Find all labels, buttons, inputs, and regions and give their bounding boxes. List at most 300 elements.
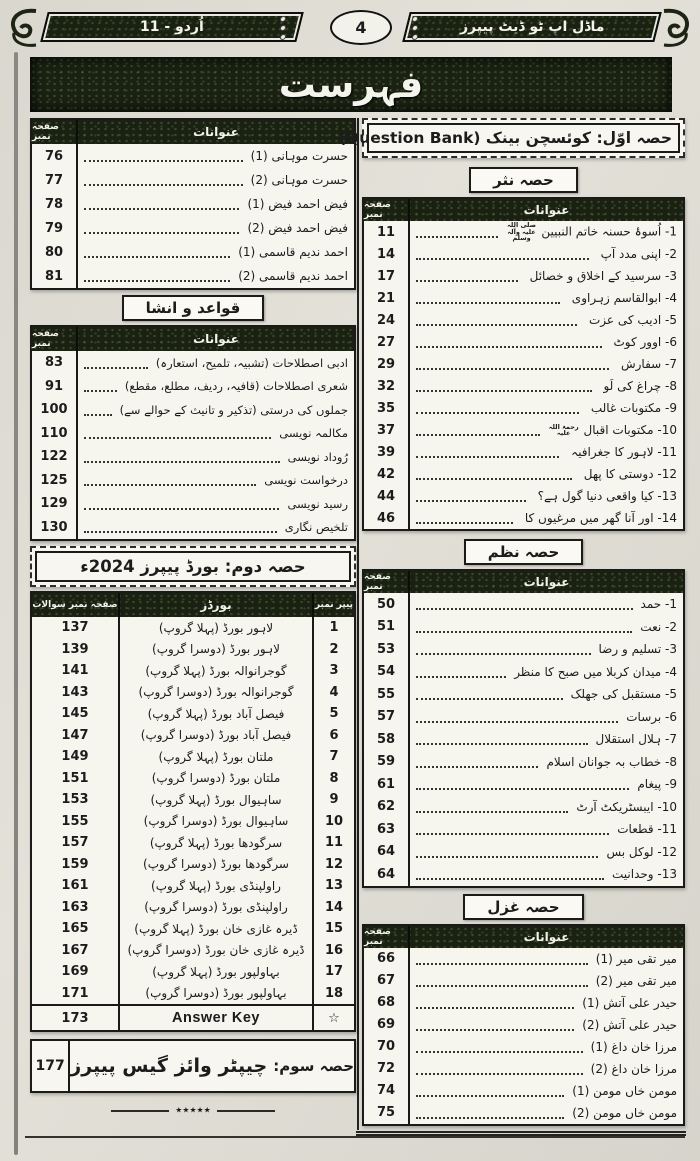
paper-serial-number: 13	[312, 875, 354, 897]
page-number-badge	[330, 10, 392, 45]
ghazal-section-heading: حصہ غزل	[463, 894, 583, 920]
board-name: لاہور بورڈ (پہلا گروپ)	[158, 620, 274, 635]
entry-title: حیدر علی آتش (1)	[582, 995, 677, 1010]
boards-col-header: بورڈز	[200, 598, 232, 612]
dot-leader	[416, 1041, 583, 1053]
toc-row	[32, 445, 354, 469]
entry-page-number: 76	[32, 144, 78, 168]
answer-key-row	[32, 1004, 354, 1030]
entry-page-number: 70	[364, 1036, 410, 1058]
board-name: گوجرانوالہ بورڈ (پہلا گروپ)	[145, 663, 287, 678]
toc-row	[364, 463, 683, 485]
paper-serial-number: 7	[312, 746, 354, 768]
part3-box	[30, 1039, 356, 1093]
toc-row	[364, 1102, 683, 1124]
entry-title: 13- کیا واقعی دنیا گول ہے؟	[537, 489, 677, 503]
left-column	[30, 118, 356, 1118]
entry-page-number: 51	[364, 616, 410, 639]
toc-row	[364, 818, 683, 841]
entry-page-number: 53	[364, 638, 410, 661]
board-row	[32, 940, 354, 962]
dot-leader	[416, 621, 632, 633]
board-row	[32, 725, 354, 747]
board-name: بہاولپور بورڈ (دوسرا گروپ)	[145, 986, 287, 1001]
dot-leader	[84, 380, 117, 392]
board-name: سرگودھا بورڈ (پہلا گروپ)	[149, 835, 283, 850]
dot-leader	[416, 468, 572, 480]
entry-page-number: 81	[32, 264, 78, 288]
questions-page-col-header: صفحہ نمبر سوالات	[32, 593, 120, 617]
board-rows	[32, 617, 354, 1004]
bottom-rule	[25, 1136, 685, 1138]
entry-page-number: 130	[32, 516, 78, 540]
band-dots-right	[412, 16, 418, 40]
entry-title: مکالمہ نویسی	[279, 426, 348, 441]
board-page-number: 171	[32, 983, 120, 1005]
entry-title: مرزا خان داغ (1)	[590, 1039, 677, 1054]
entry-title: 3- سرسید کے اخلاق و خصائل	[529, 269, 677, 283]
prose-section-heading: حصہ نثر	[469, 167, 578, 193]
entry-page-number: 54	[364, 661, 410, 684]
entry-title: فیض احمد فیض (1)	[247, 197, 348, 211]
entry-title: 5- مستقبل کی جھلک	[570, 687, 677, 702]
entry-page-number: 29	[364, 353, 410, 375]
prose-table-header	[364, 199, 683, 221]
toc-row	[32, 240, 354, 264]
paper-no-col-header: پیپر نمبر	[312, 593, 354, 617]
toc-row	[364, 309, 683, 331]
entry-page-number: 110	[32, 422, 78, 446]
dot-leader	[416, 688, 563, 700]
board-row	[32, 918, 354, 940]
paper-serial-number: 8	[312, 768, 354, 790]
entry-title: 7- سفارش	[620, 357, 677, 371]
entry-page-number: 14	[364, 243, 410, 265]
entry-title: 6- برسات	[626, 709, 677, 724]
board-name: راولپنڈی بورڈ (دوسرا گروپ)	[144, 900, 288, 915]
entry-page-number: 61	[364, 773, 410, 796]
entry-page-number: 46	[364, 507, 410, 529]
divider-line	[111, 1110, 169, 1112]
entry-title: میر تقی میر (1)	[595, 951, 677, 966]
entry-title: 9- پیغام	[637, 777, 677, 792]
board-row	[32, 746, 354, 768]
paper-serial-number: 18	[312, 983, 354, 1005]
toc-row	[32, 264, 354, 288]
entry-title: 6- اوور کوٹ	[613, 335, 677, 349]
page-title-band	[30, 57, 672, 112]
dot-leader	[84, 474, 256, 486]
entry-title: مومن خاں مومن (2)	[572, 1105, 677, 1120]
paper-serial-number: 4	[312, 682, 354, 704]
board-name: راولپنڈی بورڈ (پہلا گروپ)	[151, 878, 281, 893]
scroll-ornament-icon	[8, 7, 38, 49]
board-name: فیصل آباد بورڈ (پہلا گروپ)	[147, 706, 285, 721]
board-page-number: 145	[32, 703, 120, 725]
entry-title: 11- لاہور کا جغرافیہ	[571, 445, 677, 459]
brand-label: ماڈل اپ ٹو ڈیٹ پیپرز	[459, 19, 605, 35]
entry-page-number: 80	[32, 240, 78, 264]
toc-row	[364, 507, 683, 529]
board-row	[32, 854, 354, 876]
toc-row	[364, 773, 683, 796]
board-name: ملتان بورڈ (پہلا گروپ)	[158, 749, 274, 764]
entry-title: ادبی اصطلاحات (تشبیہ، تلمیح، استعارہ)	[155, 355, 348, 370]
dot-leader	[416, 953, 588, 965]
entry-title: 4- میدان کربلا میں صبح کا منظر	[514, 664, 677, 679]
board-papers-table	[30, 591, 356, 1032]
entry-page-number: 122	[32, 445, 78, 469]
entry-page-number: 129	[32, 492, 78, 516]
toc-row	[32, 351, 354, 375]
entry-title: 10- ایبسٹریکٹ آرٹ	[576, 799, 677, 814]
entry-page-number: 66	[364, 948, 410, 970]
paper-serial-number: 14	[312, 897, 354, 919]
honorific-text: رحمۃ اللہ علیہ	[548, 422, 579, 438]
dot-leader	[84, 498, 279, 510]
board-page-number: 161	[32, 875, 120, 897]
scroll-ornament-icon	[662, 7, 692, 49]
grammar-section-heading: قواعد و انشا	[122, 295, 265, 321]
board-row	[32, 961, 354, 983]
page-col-header: صفحہ نمبر	[32, 327, 78, 351]
board-row	[32, 983, 354, 1005]
entry-title: مرزا خان داغ (2)	[590, 1061, 677, 1076]
dot-leader	[416, 270, 518, 282]
toc-row	[364, 485, 683, 507]
entry-page-number: 58	[364, 728, 410, 751]
band-dots-left	[280, 16, 286, 40]
dot-leader	[416, 801, 568, 813]
dot-leader	[416, 711, 618, 723]
dot-leader	[416, 975, 588, 987]
ghazal-table-header	[364, 926, 683, 948]
toc-row	[364, 796, 683, 819]
answer-key-page: 173	[32, 1006, 120, 1030]
poems-section-heading: حصہ نظم	[464, 539, 584, 565]
poets-table	[30, 118, 356, 290]
toc-row	[32, 492, 354, 516]
board-row	[32, 811, 354, 833]
board-row	[32, 639, 354, 661]
toc-row	[364, 616, 683, 639]
dot-leader	[416, 997, 574, 1009]
board-name: فیصل آباد بورڈ (دوسرا گروپ)	[140, 728, 292, 743]
toc-row	[364, 353, 683, 375]
dot-leader	[416, 512, 513, 524]
toc-row	[32, 422, 354, 446]
board-page-number: 159	[32, 854, 120, 876]
entry-title: حسرت موہانی (2)	[250, 173, 348, 187]
entry-title: 14- اور آنا گھر میں مرغیوں کا	[524, 511, 677, 525]
toc-row	[364, 397, 683, 419]
entry-title: تلخیص نگاری	[284, 520, 348, 535]
paper-serial-number: 1	[312, 617, 354, 639]
toc-row	[364, 1036, 683, 1058]
topics-col-header: عنوانات	[193, 332, 239, 346]
entry-page-number: 11	[364, 221, 410, 243]
dot-leader	[416, 424, 540, 436]
dot-leader	[84, 198, 239, 210]
board-page-number: 167	[32, 940, 120, 962]
entry-page-number: 69	[364, 1014, 410, 1036]
toc-row	[32, 144, 354, 168]
board-row	[32, 832, 354, 854]
answer-key-label: Answer Key	[171, 1010, 260, 1026]
board-page-number: 165	[32, 918, 120, 940]
part3-heading	[70, 1041, 354, 1091]
dot-leader	[416, 336, 602, 348]
dot-leader	[416, 1085, 564, 1097]
toc-row	[364, 331, 683, 353]
entry-page-number: 64	[364, 863, 410, 886]
paper-serial-number: 5	[312, 703, 354, 725]
grammar-table	[30, 325, 356, 541]
entry-title: 2- نعت	[640, 619, 677, 634]
entry-title: میر تقی میر (2)	[595, 973, 677, 988]
honorific-text: صلی اللہ علیہ وآلہ وسلم	[507, 220, 536, 243]
entry-title: حیدر علی آتش (2)	[582, 1017, 677, 1032]
part3-label: حصہ سوم:	[273, 1057, 354, 1075]
board-papers-header	[32, 593, 354, 617]
entry-title: 12- دوستی کا پھل	[583, 467, 677, 481]
entry-page-number: 17	[364, 265, 410, 287]
entry-page-number: 50	[364, 593, 410, 616]
dot-leader	[416, 1063, 583, 1075]
paper-serial-number: 3	[312, 660, 354, 682]
toc-row	[364, 948, 683, 970]
dot-leader	[416, 402, 579, 414]
board-name: سرگودھا بورڈ (دوسرا گروپ)	[143, 857, 289, 872]
board-page-number: 141	[32, 660, 120, 682]
board-page-number: 151	[32, 768, 120, 790]
entry-title: رُوداد نویسی	[287, 449, 348, 464]
board-name: بہاولپور بورڈ (پہلا گروپ)	[152, 964, 280, 979]
entry-page-number: 78	[32, 192, 78, 216]
toc-row	[364, 683, 683, 706]
toc-row	[364, 1014, 683, 1036]
brand-band	[402, 12, 661, 42]
toc-row	[364, 706, 683, 729]
dot-leader	[416, 666, 506, 678]
dot-leader	[84, 246, 230, 258]
dot-leader	[416, 490, 526, 502]
entry-title: 2- اپنی مدد آپ	[600, 247, 677, 261]
dot-leader	[84, 521, 277, 533]
part3-title: چیپٹر وائز گیس پیپرز	[70, 1055, 268, 1077]
dot-leader	[84, 150, 243, 162]
entry-page-number: 55	[364, 683, 410, 706]
toc-row	[32, 516, 354, 540]
entry-title: 8- خطاب بہ جوانان اسلام	[546, 754, 677, 769]
topics-col-header: عنوانات	[523, 575, 570, 589]
page-col-header: صفحہ نمبر	[364, 199, 410, 221]
board-row	[32, 875, 354, 897]
dot-leader	[84, 174, 243, 186]
part3-page-number: 177	[32, 1041, 70, 1091]
entry-page-number: 62	[364, 796, 410, 819]
board-name: لاہور بورڈ (دوسرا گروپ)	[152, 642, 280, 657]
toc-row	[364, 265, 683, 287]
board-name: ساہیوال بورڈ (دوسرا گروپ)	[143, 814, 289, 829]
part1-heading-box	[338, 118, 685, 158]
toc-row	[32, 168, 354, 192]
board-name: ملتان بورڈ (دوسرا گروپ)	[151, 771, 281, 786]
toc-row	[364, 593, 683, 616]
board-name: ساہیوال بورڈ (پہلا گروپ)	[150, 792, 282, 807]
entry-page-number: 32	[364, 375, 410, 397]
toc-row	[364, 841, 683, 864]
board-row	[32, 789, 354, 811]
entry-title: فیض احمد فیض (2)	[247, 221, 348, 235]
entry-title: احمد ندیم قاسمی (1)	[238, 245, 348, 259]
toc-row	[364, 1058, 683, 1080]
dot-leader	[416, 733, 588, 745]
dot-leader	[416, 756, 538, 768]
entry-page-number: 39	[364, 441, 410, 463]
toc-row	[364, 375, 683, 397]
entry-page-number: 100	[32, 398, 78, 422]
entry-page-number: 59	[364, 751, 410, 774]
dot-leader	[416, 248, 589, 260]
entry-title: مومن خاں مومن (1)	[572, 1083, 677, 1098]
board-row	[32, 617, 354, 639]
dot-leader	[84, 270, 230, 282]
entry-page-number: 21	[364, 287, 410, 309]
board-page-number: 163	[32, 897, 120, 919]
toc-row	[364, 661, 683, 684]
poets-table-header	[32, 120, 354, 144]
entry-title: 4- ابوالقاسم زہراوی	[571, 291, 677, 305]
topics-col-header: عنوانات	[193, 125, 239, 139]
end-divider	[30, 1103, 356, 1118]
entry-page-number: 27	[364, 331, 410, 353]
entry-page-number: 67	[364, 970, 410, 992]
page-number: 4	[355, 18, 367, 37]
topics-col-header: عنوانات	[523, 929, 570, 944]
topics-col-header: عنوانات	[523, 203, 570, 217]
entry-page-number: 74	[364, 1080, 410, 1102]
right-column	[338, 118, 685, 1126]
ghazal-table	[362, 924, 685, 1126]
ghazal-rows	[364, 948, 683, 1124]
toc-row	[364, 970, 683, 992]
entry-title: 5- ادیب کی عزت	[588, 313, 677, 327]
dot-leader	[416, 778, 629, 790]
toc-row	[364, 992, 683, 1014]
entry-title: 3- تسلیم و رضا	[598, 642, 677, 657]
board-page-number: 143	[32, 682, 120, 704]
toc-row	[364, 1080, 683, 1102]
dot-leader	[416, 226, 498, 238]
board-page-number: 137	[32, 617, 120, 639]
toc-row	[364, 751, 683, 774]
top-banner	[8, 7, 692, 49]
toc-row	[364, 863, 683, 886]
entry-page-number: 57	[364, 706, 410, 729]
board-row	[32, 660, 354, 682]
entry-title: 7- ہلال استقلال	[595, 732, 677, 747]
entry-title: 11- قطعات	[617, 822, 677, 837]
dot-leader	[84, 404, 112, 416]
board-row	[32, 703, 354, 725]
part2-heading: حصہ دوم: بورڈ پیپرز 2024ء	[35, 551, 351, 582]
toc-row	[364, 419, 683, 441]
board-page-number: 147	[32, 725, 120, 747]
entry-title: 12- لوکل بس	[606, 844, 677, 859]
board-page-number: 155	[32, 811, 120, 833]
toc-row	[32, 398, 354, 422]
entry-title: درخواست نویسی	[264, 473, 348, 488]
grammar-table-header	[32, 327, 354, 351]
entry-title: 10- مکتوبات اقبال رحمۃ اللہ علیہ	[548, 422, 677, 438]
poems-table-header	[364, 571, 683, 593]
paper-serial-number: 12	[312, 854, 354, 876]
toc-row	[364, 441, 683, 463]
dot-leader	[416, 846, 598, 858]
entry-page-number: 72	[364, 1058, 410, 1080]
star-icon: ☆	[312, 1006, 354, 1030]
entry-page-number: 42	[364, 463, 410, 485]
entry-title: 1- حمد	[640, 597, 677, 612]
dot-leader	[416, 823, 609, 835]
entry-page-number: 83	[32, 351, 78, 375]
page-col-header: صفحہ نمبر	[32, 120, 78, 144]
prose-table	[362, 197, 685, 531]
toc-row	[364, 638, 683, 661]
dot-leader	[416, 643, 591, 655]
toc-row	[32, 469, 354, 493]
entry-page-number: 91	[32, 375, 78, 399]
dot-leader	[416, 1019, 574, 1031]
dot-leader	[416, 1107, 564, 1119]
entry-title: رسید نویسی	[287, 496, 348, 511]
board-name: ڈیرہ غازی خان بورڈ (پہلا گروپ)	[134, 921, 298, 936]
entry-page-number: 68	[364, 992, 410, 1014]
board-row	[32, 682, 354, 704]
entry-title: 13- وحدانیت	[611, 867, 677, 882]
dot-leader	[84, 427, 271, 439]
entry-page-number: 125	[32, 469, 78, 493]
dot-leader	[84, 222, 239, 234]
entry-page-number: 37	[364, 419, 410, 441]
grammar-rows	[32, 351, 354, 539]
paper-serial-number: 10	[312, 811, 354, 833]
toc-row	[32, 192, 354, 216]
entry-page-number: 75	[364, 1102, 410, 1124]
entry-title: 9- مکتوبات غالب	[590, 401, 677, 415]
dot-leader	[84, 451, 280, 463]
entry-title: جملوں کی درستی (تذکیر و تانیث کے حوالے سے)	[119, 402, 348, 417]
dot-leader	[416, 598, 633, 610]
dot-leader	[84, 357, 148, 369]
entry-title: شعری اصطلاحات (قافیہ، ردیف، مطلع، مقطع)	[124, 379, 348, 394]
board-row	[32, 768, 354, 790]
paper-serial-number: 11	[312, 832, 354, 854]
paper-serial-number: 15	[312, 918, 354, 940]
entry-title: احمد ندیم قاسمی (2)	[238, 269, 348, 283]
poets-rows	[32, 144, 354, 288]
entry-page-number: 24	[364, 309, 410, 331]
board-name: ڈیرہ غازی خان بورڈ (دوسرا گروپ)	[127, 943, 305, 958]
page-title: فہرست	[278, 63, 424, 106]
divider-stars: ٭٭٭٭٭	[175, 1103, 211, 1118]
part1-heading: حصہ اوّل: کوئسچن بینک (Question Bank)	[367, 123, 680, 153]
dot-leader	[416, 358, 609, 370]
column-divider	[357, 118, 359, 1130]
dot-leader	[416, 446, 559, 458]
dot-leader	[416, 868, 604, 880]
